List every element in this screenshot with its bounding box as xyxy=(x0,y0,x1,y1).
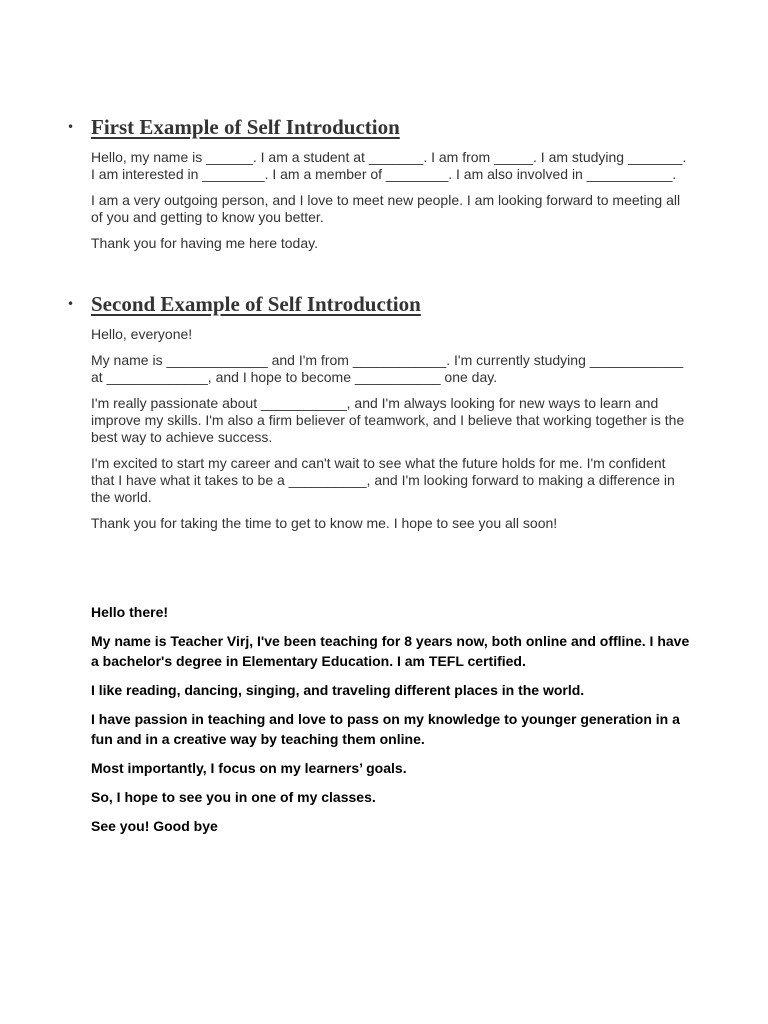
paragraph: My name is Teacher Virj, I've been teaching for 8 years now, both online and offline. I have a bachelor's degree in Elementary Education. I am TEFL certified. xyxy=(91,633,690,669)
paragraph: Hello there! xyxy=(91,604,169,620)
paragraph: My name is _____________ and I'm from ____________. I'm currently studying ____________ at _____________, and I hope to become ___________ one day. xyxy=(91,352,684,385)
paragraph: Thank you for having me here today. xyxy=(91,235,318,251)
paragraph: I like reading, dancing, singing, and traveling different places in the world. xyxy=(91,682,585,698)
paragraph: Hello, my name is ______. I am a student at _______. I am from _____. I am studying _______. I am interested in ________. I am a member of ________. I am also involved in ___________. xyxy=(91,149,687,182)
second-example-section xyxy=(67,291,691,541)
paragraph: Thank you for taking the time to get to know me. I hope to see you all soon! xyxy=(91,515,558,531)
first-example-heading: First Example of Self Introduction xyxy=(91,115,400,139)
first-example-section xyxy=(67,114,691,261)
teacher-intro-section xyxy=(91,602,691,845)
bullet-marker: • xyxy=(67,297,75,311)
paragraph: Hello, everyone! xyxy=(91,326,193,342)
paragraph: I'm excited to start my career and can't wait to see what the future holds for me. I'm confident that I have what it takes to be a __________, and I'm looking forward to making a difference in the world. xyxy=(91,455,675,505)
second-example-heading: Second Example of Self Introduction xyxy=(91,292,421,316)
bullet-marker: • xyxy=(67,120,75,134)
paragraph: I'm really passionate about ___________, and I'm always looking for new ways to learn and improve my skills. I'm also a firm believer of teamwork, and I believe that working together is the best way to achieve success. xyxy=(91,395,685,445)
paragraph: I am a very outgoing person, and I love to meet new people. I am looking forward to meeting all of you and getting to know you better. xyxy=(91,192,681,225)
paragraph: See you! Good bye xyxy=(91,818,218,834)
paragraph: Most importantly, I focus on my learners’ goals. xyxy=(91,760,407,776)
paragraph: I have passion in teaching and love to pass on my knowledge to younger generation in a fun and in a creative way by teaching them online. xyxy=(91,711,680,747)
paragraph: So, I hope to see you in one of my classes. xyxy=(91,789,376,805)
